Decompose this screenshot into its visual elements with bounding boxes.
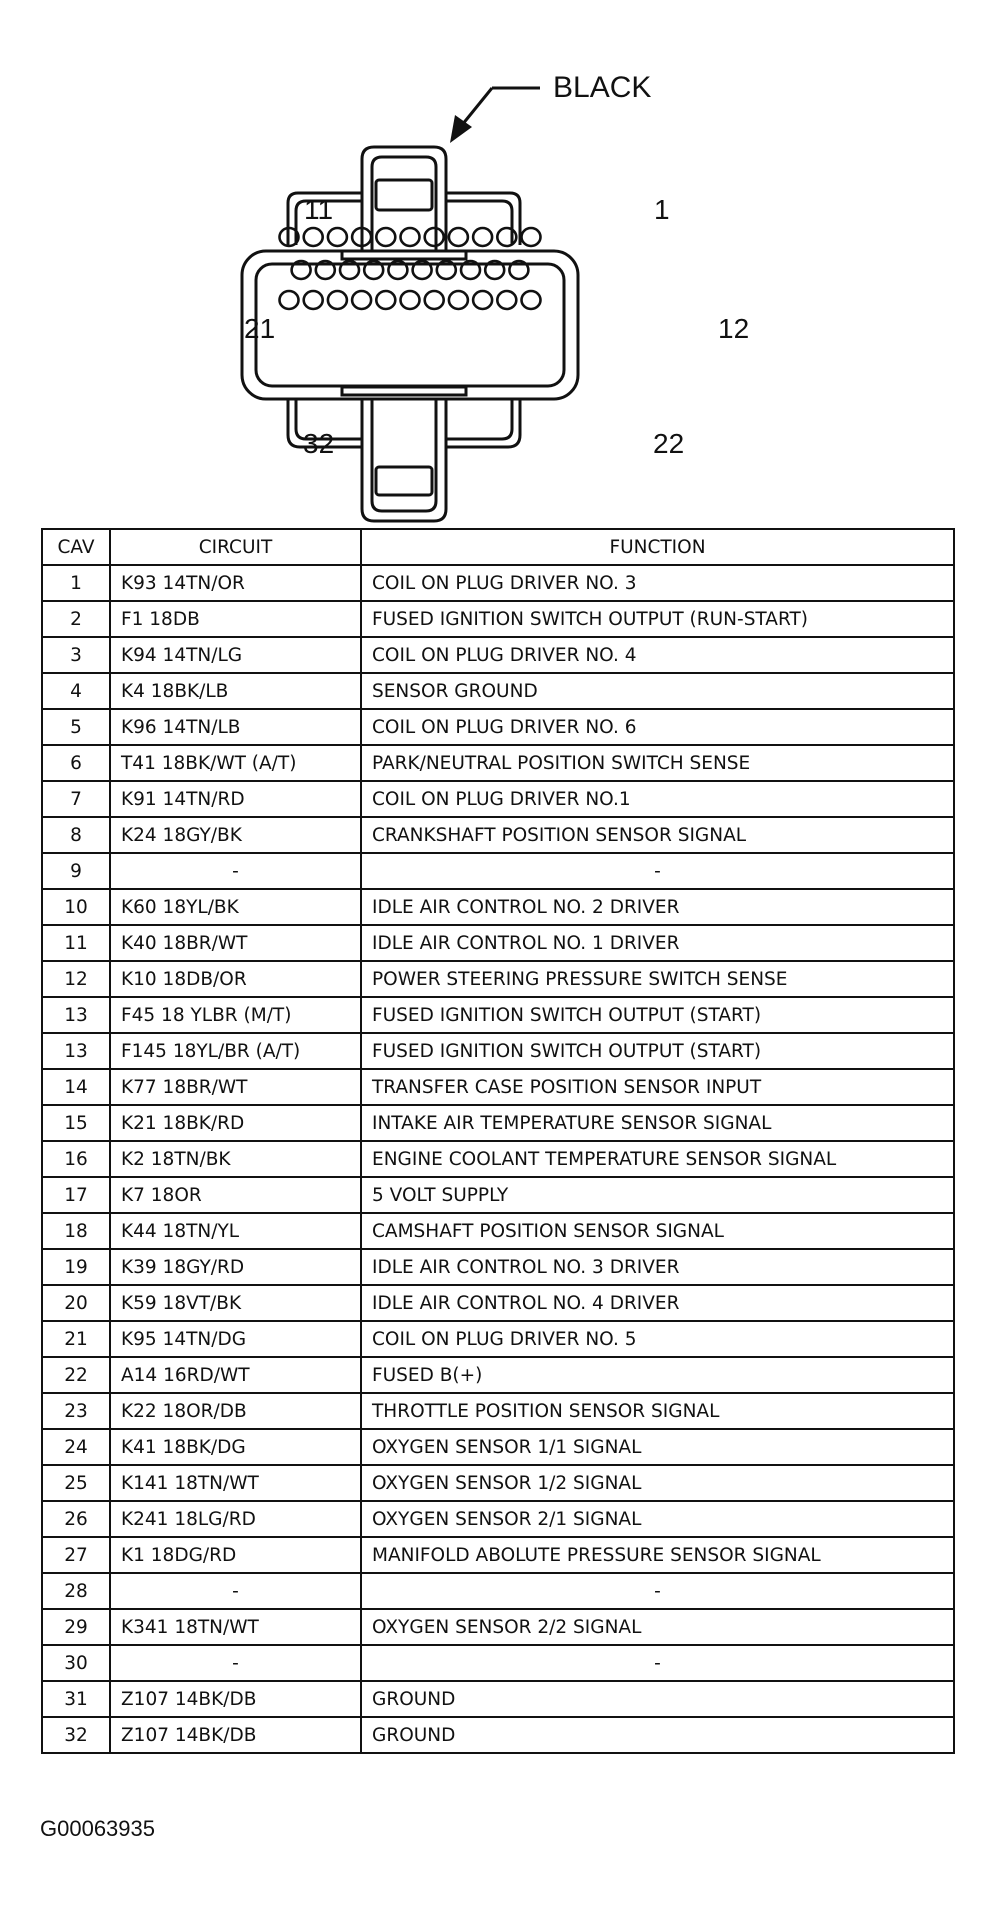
function-cell: IDLE AIR CONTROL NO. 4 DRIVER [361, 1285, 954, 1321]
cav-cell: 22 [42, 1357, 110, 1393]
function-cell: COIL ON PLUG DRIVER NO.1 [361, 781, 954, 817]
cav-cell: 5 [42, 709, 110, 745]
cav-cell: 14 [42, 1069, 110, 1105]
table-row [42, 1573, 954, 1609]
function-cell: OXYGEN SENSOR 2/1 SIGNAL [361, 1501, 954, 1537]
function-cell: THROTTLE POSITION SENSOR SIGNAL [361, 1393, 954, 1429]
table-row [42, 1357, 954, 1393]
table-row [42, 1681, 954, 1717]
cav-cell: 8 [42, 817, 110, 853]
circuit-cell: K241 18LG/RD [110, 1501, 361, 1537]
cav-cell: 24 [42, 1429, 110, 1465]
cav-cell: 29 [42, 1609, 110, 1645]
circuit-cell: K4 18BK/LB [110, 673, 361, 709]
table-row [42, 673, 954, 709]
table-row [42, 637, 954, 673]
table-row [42, 1213, 954, 1249]
table-row [42, 1105, 954, 1141]
circuit-cell: K77 18BR/WT [110, 1069, 361, 1105]
table-row [42, 1141, 954, 1177]
cavity-hole [328, 228, 347, 246]
function-cell: PARK/NEUTRAL POSITION SWITCH SENSE [361, 745, 954, 781]
header-cav: CAV [42, 529, 110, 565]
cav-cell: 9 [42, 853, 110, 889]
function-cell: TRANSFER CASE POSITION SENSOR INPUT [361, 1069, 954, 1105]
pin-label-bottom-right: 22 [653, 428, 685, 459]
function-cell: - [361, 853, 954, 889]
function-cell: FUSED IGNITION SWITCH OUTPUT (RUN-START) [361, 601, 954, 637]
cav-cell: 27 [42, 1537, 110, 1573]
function-cell: IDLE AIR CONTROL NO. 2 DRIVER [361, 889, 954, 925]
cav-cell: 1 [42, 565, 110, 601]
table-row [42, 1645, 954, 1681]
header-circuit: CIRCUIT [110, 529, 361, 565]
table-row [42, 1465, 954, 1501]
table-row [42, 1069, 954, 1105]
circuit-cell: Z107 14BK/DB [110, 1717, 361, 1753]
pin-label-top-right: 1 [654, 194, 670, 225]
circuit-cell: K341 18TN/WT [110, 1609, 361, 1645]
circuit-cell: K141 18TN/WT [110, 1465, 361, 1501]
cav-cell: 3 [42, 637, 110, 673]
circuit-cell: - [110, 1645, 361, 1681]
table-row [42, 1429, 954, 1465]
color-arrow-head [450, 115, 472, 143]
cav-cell: 16 [42, 1141, 110, 1177]
cavity-hole [376, 228, 395, 246]
cavity-hole [304, 228, 323, 246]
table-row [42, 889, 954, 925]
cav-cell: 4 [42, 673, 110, 709]
table-row [42, 709, 954, 745]
function-cell: MANIFOLD ABOLUTE PRESSURE SENSOR SIGNAL [361, 1537, 954, 1573]
cav-cell: 23 [42, 1393, 110, 1429]
table-row [42, 817, 954, 853]
cavity-hole [425, 228, 444, 246]
table-row [42, 781, 954, 817]
table-row [42, 601, 954, 637]
table-row [42, 961, 954, 997]
function-cell: CRANKSHAFT POSITION SENSOR SIGNAL [361, 817, 954, 853]
function-cell: SENSOR GROUND [361, 673, 954, 709]
function-cell: 5 VOLT SUPPLY [361, 1177, 954, 1213]
cav-cell: 6 [42, 745, 110, 781]
circuit-cell: K94 14TN/LG [110, 637, 361, 673]
table-row [42, 745, 954, 781]
circuit-cell: K2 18TN/BK [110, 1141, 361, 1177]
top-latch-window [376, 180, 432, 210]
circuit-cell: - [110, 1573, 361, 1609]
circuit-cell: K24 18GY/BK [110, 817, 361, 853]
cav-cell: 13 [42, 997, 110, 1033]
function-cell: CAMSHAFT POSITION SENSOR SIGNAL [361, 1213, 954, 1249]
cav-cell: 30 [42, 1645, 110, 1681]
circuit-cell: K40 18BR/WT [110, 925, 361, 961]
cav-cell: 15 [42, 1105, 110, 1141]
function-cell: POWER STEERING PRESSURE SWITCH SENSE [361, 961, 954, 997]
function-cell: INTAKE AIR TEMPERATURE SENSOR SIGNAL [361, 1105, 954, 1141]
cav-cell: 17 [42, 1177, 110, 1213]
table-row [42, 1285, 954, 1321]
table-row [42, 853, 954, 889]
circuit-cell: A14 16RD/WT [110, 1357, 361, 1393]
table-row [42, 1537, 954, 1573]
function-cell: IDLE AIR CONTROL NO. 3 DRIVER [361, 1249, 954, 1285]
cav-cell: 25 [42, 1465, 110, 1501]
function-cell: FUSED B(+) [361, 1357, 954, 1393]
circuit-cell: K21 18BK/RD [110, 1105, 361, 1141]
function-cell: COIL ON PLUG DRIVER NO. 4 [361, 637, 954, 673]
circuit-cell: K95 14TN/DG [110, 1321, 361, 1357]
table-row [42, 565, 954, 601]
cavity-hole [522, 228, 541, 246]
table-row [42, 1321, 954, 1357]
table-row [42, 997, 954, 1033]
function-cell: FUSED IGNITION SWITCH OUTPUT (START) [361, 1033, 954, 1069]
table-row [42, 1717, 954, 1753]
circuit-cell: K96 14TN/LB [110, 709, 361, 745]
pin-label-middle-right: 12 [718, 313, 750, 344]
function-cell: FUSED IGNITION SWITCH OUTPUT (START) [361, 997, 954, 1033]
pin-label-middle-left: 21 [244, 313, 276, 344]
cav-cell: 32 [42, 1717, 110, 1753]
table-row [42, 1033, 954, 1069]
cav-cell: 26 [42, 1501, 110, 1537]
circuit-cell: K91 14TN/RD [110, 781, 361, 817]
cav-cell: 28 [42, 1573, 110, 1609]
circuit-cell: K39 18GY/RD [110, 1249, 361, 1285]
function-cell: GROUND [361, 1681, 954, 1717]
circuit-cell: K22 18OR/DB [110, 1393, 361, 1429]
circuit-cell: K93 14TN/OR [110, 565, 361, 601]
cavity-hole [401, 228, 420, 246]
circuit-cell: K7 18OR [110, 1177, 361, 1213]
circuit-cell: F45 18 YLBR (M/T) [110, 997, 361, 1033]
function-cell: OXYGEN SENSOR 2/2 SIGNAL [361, 1609, 954, 1645]
table-header-row [42, 529, 954, 565]
circuit-cell: K44 18TN/YL [110, 1213, 361, 1249]
bottom-latch [362, 395, 446, 521]
cavity-hole [473, 228, 492, 246]
table-row [42, 1393, 954, 1429]
circuit-cell: - [110, 853, 361, 889]
circuit-cell: F145 18YL/BR (A/T) [110, 1033, 361, 1069]
function-cell: OXYGEN SENSOR 1/1 SIGNAL [361, 1429, 954, 1465]
cav-cell: 13 [42, 1033, 110, 1069]
cav-cell: 2 [42, 601, 110, 637]
cav-cell: 12 [42, 961, 110, 997]
function-cell: COIL ON PLUG DRIVER NO. 5 [361, 1321, 954, 1357]
circuit-cell: T41 18BK/WT (A/T) [110, 745, 361, 781]
circuit-cell: K1 18DG/RD [110, 1537, 361, 1573]
function-cell: - [361, 1645, 954, 1681]
function-cell: ENGINE COOLANT TEMPERATURE SENSOR SIGNAL [361, 1141, 954, 1177]
cav-cell: 18 [42, 1213, 110, 1249]
cav-cell: 21 [42, 1321, 110, 1357]
cav-cell: 11 [42, 925, 110, 961]
cav-cell: 7 [42, 781, 110, 817]
function-cell: GROUND [361, 1717, 954, 1753]
cav-cell: 19 [42, 1249, 110, 1285]
function-cell: COIL ON PLUG DRIVER NO. 6 [361, 709, 954, 745]
connector-color-label: BLACK [553, 71, 652, 104]
cav-cell: 31 [42, 1681, 110, 1717]
function-cell: IDLE AIR CONTROL NO. 1 DRIVER [361, 925, 954, 961]
circuit-cell: K59 18VT/BK [110, 1285, 361, 1321]
header-function: FUNCTION [361, 529, 954, 565]
function-cell: COIL ON PLUG DRIVER NO. 3 [361, 565, 954, 601]
cavity-hole [449, 228, 468, 246]
function-cell: - [361, 1573, 954, 1609]
circuit-cell: F1 18DB [110, 601, 361, 637]
figure-id: G00063935 [40, 1816, 155, 1841]
table-row [42, 1609, 954, 1645]
cav-cell: 10 [42, 889, 110, 925]
pin-label-bottom-left: 32 [303, 428, 335, 459]
function-cell: OXYGEN SENSOR 1/2 SIGNAL [361, 1465, 954, 1501]
color-arrow-shaft [462, 88, 492, 125]
table-row [42, 925, 954, 961]
circuit-cell: K41 18BK/DG [110, 1429, 361, 1465]
pin-label-top-left: 11 [304, 194, 334, 225]
pinout-table [41, 528, 955, 1754]
bottom-latch-window [376, 467, 432, 495]
circuit-cell: K10 18DB/OR [110, 961, 361, 997]
cav-cell: 20 [42, 1285, 110, 1321]
circuit-cell: K60 18YL/BK [110, 889, 361, 925]
table-row [42, 1249, 954, 1285]
table-row [42, 1177, 954, 1213]
table-row [42, 1501, 954, 1537]
circuit-cell: Z107 14BK/DB [110, 1681, 361, 1717]
